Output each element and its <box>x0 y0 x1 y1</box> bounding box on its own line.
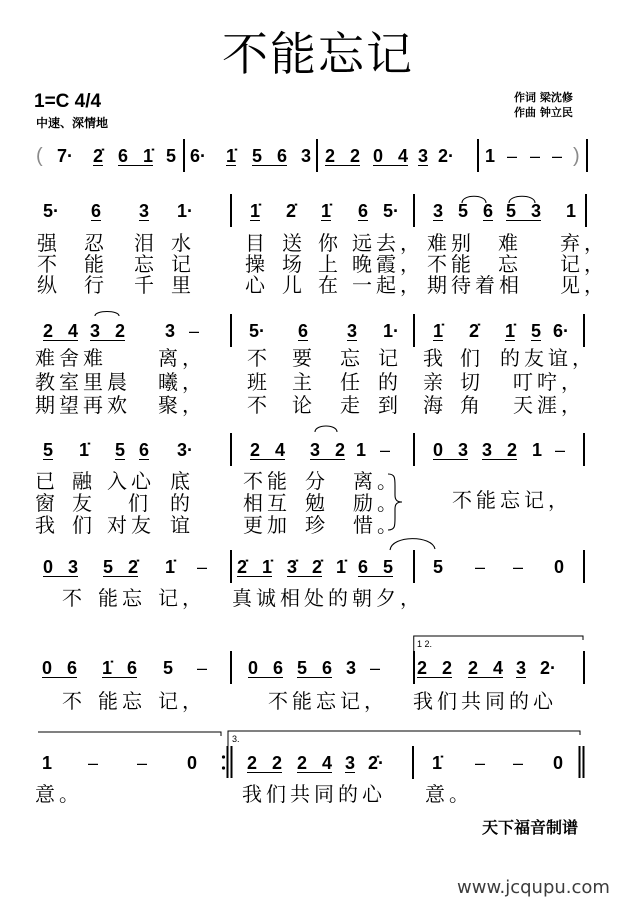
barline <box>183 139 185 172</box>
lyric: 我们共同的心 <box>413 688 557 713</box>
sustain-dash: – <box>475 753 486 773</box>
note-group: 5 <box>433 557 444 577</box>
note-group: 6 <box>298 321 309 341</box>
lyric: 天涯， <box>513 392 585 417</box>
lyric-line-verse-1 <box>0 232 621 254</box>
note-group: 2̇ <box>469 321 480 341</box>
note-group: 3̇ 2̇ <box>287 557 323 577</box>
rest: 0 <box>553 753 564 773</box>
note-group: 0 3 <box>433 440 469 460</box>
barline <box>413 314 415 347</box>
lyric: 教室里晨 <box>35 369 131 394</box>
lyric: 千 <box>134 272 158 297</box>
lyric: 要 <box>292 346 316 370</box>
sustain-dash: – <box>88 753 99 773</box>
lyric: 我 <box>35 512 59 537</box>
lyric: 记， <box>560 251 608 276</box>
lyric: 记， <box>158 585 206 610</box>
lyric: 已 <box>35 469 59 493</box>
sustain-dash: – <box>370 658 381 678</box>
sustain-dash: – <box>530 146 541 166</box>
barline <box>230 314 232 347</box>
rest: 0 <box>187 753 198 773</box>
note-group: 5 6 <box>297 658 333 678</box>
lyric: 场 <box>282 251 306 276</box>
slur-mark <box>315 426 337 432</box>
lyric: 入心 <box>107 469 155 493</box>
note-group: 7· <box>57 146 74 166</box>
note-group: 5 <box>166 146 177 166</box>
lyric: 行 <box>84 272 108 297</box>
barline <box>583 314 585 347</box>
lyric: 分 <box>305 469 329 493</box>
lyric: 勉 <box>305 491 329 515</box>
note-group: 5 <box>458 201 469 221</box>
barline <box>230 194 232 227</box>
note-group: 5· <box>43 201 60 221</box>
note-group: 5 2̇ <box>103 557 139 577</box>
lyric: 聚， <box>158 392 206 417</box>
lyric: 记， <box>158 688 206 713</box>
notation-row-1 <box>0 202 621 220</box>
note-group: 1 <box>42 753 53 773</box>
note-group: 2̇ <box>286 201 297 221</box>
note-group: 1· <box>177 201 194 221</box>
note-group: 2 4 <box>468 658 504 678</box>
note-group: 3 <box>345 753 356 773</box>
lyric: 亲 <box>423 369 447 394</box>
sustain-dash: – <box>555 440 566 460</box>
song-title: 不能忘记 <box>222 27 414 81</box>
note-group: 1̇ <box>321 201 332 221</box>
notation-row-5 <box>0 659 621 677</box>
lyric: 的 <box>170 491 194 515</box>
note-group: 0 4 <box>373 146 409 166</box>
note-group: 6· <box>553 321 570 341</box>
lyric: 角 <box>460 392 484 417</box>
lyric: 窗 <box>35 491 59 515</box>
lyric: 意。 <box>425 782 473 806</box>
lyric: 谊 <box>170 512 194 537</box>
lyric: 我们共同的心 <box>242 782 386 806</box>
lyric: 走 <box>340 392 364 417</box>
note-group: 2 4 <box>297 753 333 773</box>
sustain-dash: – <box>513 753 524 773</box>
lyric: 不 <box>247 346 271 370</box>
lyric: 不能 <box>427 251 475 276</box>
note-group: 2̇ 1̇ <box>237 557 273 577</box>
lyric: 难 <box>498 230 522 255</box>
lyric-line-verse-3 <box>0 514 621 536</box>
barline <box>583 550 585 583</box>
note-group: 3 <box>347 321 358 341</box>
lyric: 送 <box>282 230 306 255</box>
lyric: 励。 <box>353 491 401 515</box>
note-group: 6 1̇ <box>118 146 154 166</box>
lyric: 期待着相 <box>427 272 523 297</box>
note-group: 0 6 <box>42 658 78 678</box>
note-group: 6· <box>190 146 207 166</box>
note-group: 1̇ <box>79 440 90 460</box>
note-group: 1 <box>356 440 367 460</box>
lyric: 你 <box>318 230 342 255</box>
lyric: 难别 <box>427 230 475 255</box>
lyric: 强 <box>37 230 61 255</box>
lyricist-credit: 作词 梁沈修 <box>514 91 573 104</box>
notation-row-2 <box>0 322 621 340</box>
lyric-line-verse-3 <box>0 394 621 416</box>
note-group: 6 <box>483 201 494 221</box>
note-group: 3 <box>165 321 176 341</box>
note-group: 3· <box>177 440 194 460</box>
sustain-dash: – <box>513 557 524 577</box>
key-time-signature: 1=C 4/4 <box>34 91 102 112</box>
lyric: 任 <box>340 369 364 394</box>
lyric: 曦， <box>158 369 206 394</box>
notation-row-4 <box>0 558 621 576</box>
lyric: 纵 <box>37 272 61 297</box>
note-group: 3 <box>346 658 357 678</box>
note-group: 6 5 <box>358 557 394 577</box>
note-group: 3 <box>433 201 444 221</box>
sustain-dash: – <box>507 146 518 166</box>
lyric: 记 <box>378 346 402 370</box>
slur-mark <box>95 312 119 317</box>
composer-credit: 作曲 钟立民 <box>514 106 573 119</box>
note-group: 5 <box>163 658 174 678</box>
note-group: 1 <box>566 201 577 221</box>
lyric: 忘 <box>340 346 364 370</box>
note-group: 2 2 <box>247 753 283 773</box>
barline <box>412 746 414 779</box>
lyric: 到 <box>378 392 402 417</box>
note-group: 1̇ <box>226 146 237 166</box>
lyric: 叮咛， <box>513 369 585 394</box>
lyric: 能 <box>84 251 108 276</box>
note-group: 5· <box>249 321 266 341</box>
lyric: 水 <box>171 230 195 255</box>
lyric-line <box>0 690 621 712</box>
lyric: 能忘 <box>98 585 146 610</box>
note-group: 2 4 <box>43 321 79 341</box>
note-group: 1 <box>532 440 543 460</box>
lyric-line-verse-2 <box>0 253 621 275</box>
note-group: 6 <box>358 201 369 221</box>
note-group: 1̇ <box>250 201 261 221</box>
note-group: 1̇ 6 <box>102 658 138 678</box>
barline <box>585 194 587 227</box>
note-group: 5 <box>531 321 542 341</box>
lyric: 惜。 <box>353 512 401 537</box>
note-group: 1̇ <box>433 321 444 341</box>
lyric: 在 <box>318 272 342 297</box>
lyric: 期望再欢 <box>35 392 131 417</box>
note-group: 3 <box>516 658 527 678</box>
tempo-expression: 中速、深情地 <box>36 116 109 130</box>
lyric: 班 <box>247 369 271 394</box>
sustain-dash: – <box>137 753 148 773</box>
lyric: 不能忘记， <box>268 688 388 713</box>
lyric-line-verse-2 <box>0 371 621 393</box>
lyric-line <box>0 783 621 805</box>
lyric-line <box>0 587 621 609</box>
paren-close: ) <box>573 145 580 167</box>
lyric: 不能 <box>243 469 291 493</box>
lyric: 不 <box>62 585 86 610</box>
note-group: 1̇ <box>432 753 443 773</box>
lyric: 的友谊， <box>500 346 596 370</box>
lyric: 能忘 <box>98 688 146 713</box>
lyric: 忘 <box>498 251 522 276</box>
lyric: 离。 <box>353 469 401 493</box>
barline <box>583 651 585 684</box>
lyric: 相互 <box>243 491 291 515</box>
note-group: 3 <box>139 201 150 221</box>
lyric: 切 <box>460 369 484 394</box>
notation-row-3 <box>0 441 621 459</box>
note-group: 2̇ <box>93 146 104 166</box>
barline <box>230 433 232 466</box>
lyric: 一起， <box>352 272 424 297</box>
lyric-line-verse-1 <box>0 347 621 369</box>
lyric-refrain: 不能忘记， <box>452 488 572 512</box>
sustain-dash: – <box>197 658 208 678</box>
site-watermark: www.jcqupu.com <box>457 877 610 898</box>
lyric: 对友 <box>107 512 155 537</box>
note-group: 0 6 <box>248 658 284 678</box>
note-group: 2 4 <box>250 440 286 460</box>
note-group: 5· <box>383 201 400 221</box>
lyric: 的 <box>378 369 402 394</box>
lyric: 海 <box>423 392 447 417</box>
lyric: 不 <box>37 251 61 276</box>
sustain-dash: – <box>380 440 391 460</box>
lyric: 目 <box>245 230 269 255</box>
lyric: 里 <box>171 272 195 297</box>
volta-bracket-first-second <box>414 636 583 653</box>
lyric: 底 <box>170 469 194 493</box>
barline <box>413 550 415 583</box>
volta-bracket-continuation <box>38 732 221 736</box>
lyric: 见， <box>560 272 608 297</box>
barline <box>583 433 585 466</box>
barline <box>230 550 232 583</box>
sustain-dash: – <box>475 557 486 577</box>
paren-open: ( <box>36 145 43 167</box>
lyric: 们 <box>72 512 96 537</box>
lyric: 们 <box>460 346 484 370</box>
sustain-dash: – <box>552 146 563 166</box>
barline <box>413 651 415 684</box>
lyric: 操 <box>245 251 269 276</box>
note-group: 5 <box>115 440 126 460</box>
lyric: 意。 <box>35 782 83 806</box>
note-group: 5 3 <box>506 201 542 221</box>
lyric: 论 <box>292 392 316 417</box>
note-group: 2· <box>540 658 557 678</box>
lyric: 我 <box>423 346 447 370</box>
lyric: 上 <box>318 251 342 276</box>
note-group: 2 2 <box>325 146 361 166</box>
sustain-dash: – <box>189 321 200 341</box>
note-group: 3 <box>418 146 429 166</box>
lyric: 不 <box>62 688 86 713</box>
note-group: 5 <box>43 440 54 460</box>
note-group: 2 2 <box>417 658 453 678</box>
note-group: 3 2 <box>90 321 126 341</box>
lyric: 弃， <box>560 230 608 255</box>
note-group: 6 <box>139 440 150 460</box>
note-group: 3 2 <box>310 440 346 460</box>
lyric: 忘 <box>134 251 158 276</box>
lyric: 晚霞， <box>352 251 424 276</box>
barline <box>230 651 232 684</box>
lyric: 融 <box>72 469 96 493</box>
lyric: 更加 <box>243 512 291 537</box>
note-group: 1 <box>485 146 496 166</box>
barline <box>316 139 318 172</box>
notation-row-6 <box>0 754 621 772</box>
note-group: 6 <box>91 201 102 221</box>
notation-row-intro <box>0 147 621 165</box>
note-group: 0 3 <box>43 557 79 577</box>
lyric-line-verse-3 <box>0 274 621 296</box>
lyric: 儿 <box>282 272 306 297</box>
lyric-line-refrain <box>0 489 621 511</box>
tie-mark <box>390 539 435 550</box>
note-group: 2̇· <box>368 753 385 773</box>
lyric: 友 <box>72 491 96 515</box>
lyric: 难舍难 <box>35 346 107 370</box>
barline <box>586 139 588 172</box>
arranger-credit: 天下福音制谱 <box>482 818 579 837</box>
lyric: 远去， <box>352 230 424 255</box>
note-group: 1̇ <box>165 557 176 577</box>
note-group: 3 <box>301 146 312 166</box>
note-group: 5 6 <box>252 146 288 166</box>
note-group: 2· <box>438 146 455 166</box>
lyric: 泪 <box>134 230 158 255</box>
note-group: 1̇ <box>505 321 516 341</box>
note-group: 1̇ <box>336 557 347 577</box>
lyric: 离， <box>158 346 206 370</box>
lyric: 珍 <box>305 512 329 537</box>
barline <box>477 139 479 172</box>
lyric: 真诚相处的朝夕， <box>232 585 424 610</box>
volta-label-third: 3. <box>232 734 240 744</box>
volta-bracket-third <box>228 731 580 746</box>
sustain-dash: – <box>197 557 208 577</box>
lyric: 主 <box>292 369 316 394</box>
barline <box>413 433 415 466</box>
lyric: 记 <box>171 251 195 276</box>
lyric: 心 <box>245 272 269 297</box>
barline <box>413 194 415 227</box>
volta-label-first-second: 1 2. <box>417 639 433 649</box>
lyric: 不 <box>247 392 271 417</box>
note-group: 1· <box>383 321 400 341</box>
lyric: 忍 <box>84 230 108 255</box>
note-group: 3 2 <box>482 440 518 460</box>
lyric: 们 <box>128 491 152 515</box>
rest: 0 <box>554 557 565 577</box>
